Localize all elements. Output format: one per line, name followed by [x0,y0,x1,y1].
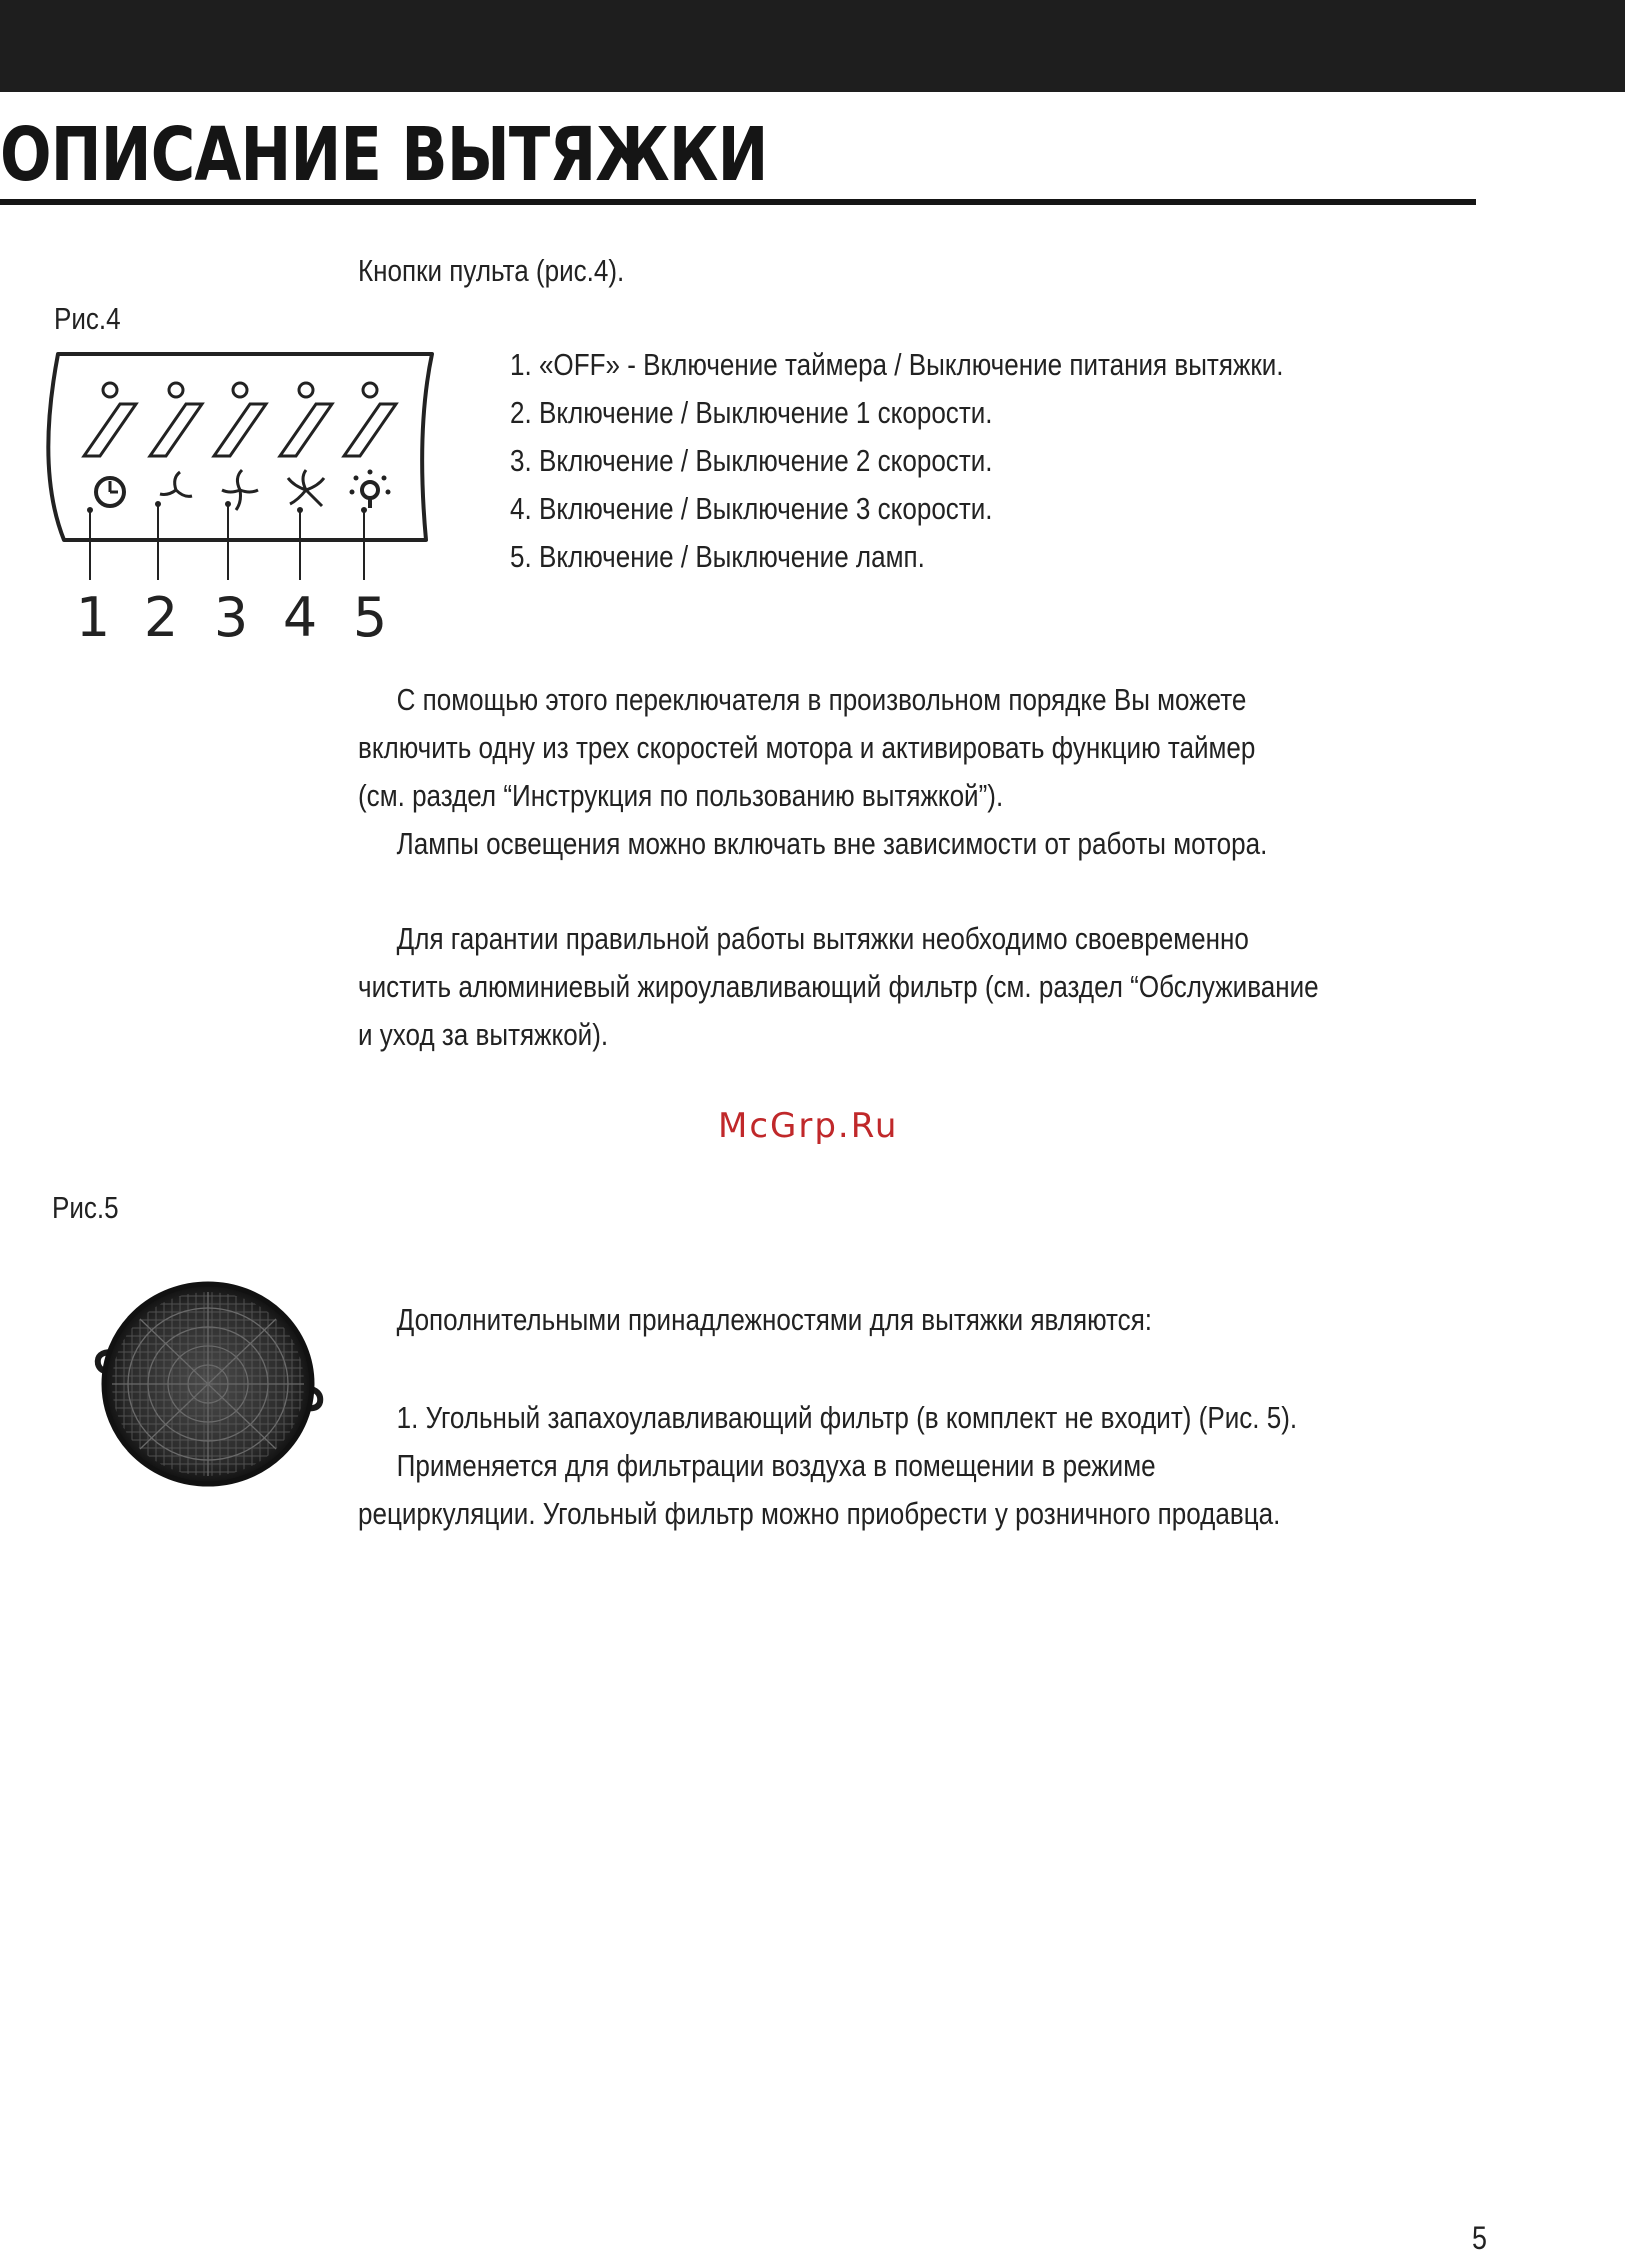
button-number-3: 3 [213,586,249,649]
indicator-led-4 [299,383,313,397]
panel-button-5 [344,383,396,456]
button-key-2 [150,404,202,456]
panel-button-3 [214,383,266,456]
button-number-4: 4 [282,586,318,649]
list-item: 4. Включение / Выключение 3 скорости. [510,491,993,526]
panel-button-2 [150,383,202,456]
paragraph-line: 1. Угольный запахоулавливающий фильтр (в комплект не входит) (Рис. 5). [396,1400,1298,1435]
leader-dot-5 [361,507,367,513]
indicator-led-2 [169,383,183,397]
control-panel-diagram [28,340,468,650]
button-key-5 [344,404,396,456]
title-underline [0,199,1476,205]
figure-4-label: Рис.4 [54,301,121,336]
page-title: ОПИСАНИЕ ВЫТЯЖКИ [0,112,768,198]
button-key-3 [214,404,266,456]
leader-dot-1 [87,507,93,513]
page-number: 5 [1472,2220,1487,2256]
button-key-4 [280,404,332,456]
panel-button-4 [280,383,332,456]
indicator-led-1 [103,383,117,397]
indicator-led-5 [363,383,377,397]
paragraph-line: Применяется для фильтрации воздуха в помещении в режиме [396,1448,1156,1483]
accessory-carbon-filter [358,1394,1297,1538]
paragraph-line: и уход за вытяжкой). [358,1017,609,1052]
paragraph-line: Для гарантии правильной работы вытяжки необходимо своевременно [396,921,1249,956]
list-item: 2. Включение / Выключение 1 скорости. [510,395,993,430]
fan-speed-3-icon [288,470,324,506]
button-key-1 [84,404,136,456]
paragraph-line: Дополнительными принадлежностями для вытяжки являются: [396,1302,1153,1337]
indicator-led-3 [233,383,247,397]
timer-icon [96,478,124,506]
list-item: 3. Включение / Выключение 2 скорости. [510,443,993,478]
list-item: 5. Включение / Выключение ламп. [510,539,925,574]
paragraph-switch-usage [358,676,1267,868]
leader-dot-2 [155,501,161,507]
controls-caption: Кнопки пульта (рис.4). [358,253,625,288]
carbon-filter-image [88,1268,328,1498]
list-item: 1. «OFF» - Включение таймера / Выключение питания вытяжки. [510,347,1284,382]
fan-speed-1-icon [160,472,192,496]
button-number-1: 1 [75,586,111,649]
controls-list [510,341,1284,581]
figure-5-label: Рис.5 [52,1190,119,1225]
panel-button-1 [84,383,136,456]
paragraph-line: Лампы освещения можно включать вне зависимости от работы мотора. [396,826,1268,861]
paragraph-line: С помощью этого переключателя в произвольном порядке Вы можете [396,682,1247,717]
lamp-icon [350,470,391,509]
leader-dot-3 [225,501,231,507]
leader-dot-4 [297,507,303,513]
paragraph-line: рециркуляции. Угольный фильтр можно приобрести у розничного продавца. [358,1496,1281,1531]
paragraph-line: включить одну из трех скоростей мотора и активировать функцию таймер [358,730,1256,765]
watermark: McGrp.Ru [718,1106,899,1146]
paragraph-line: (см. раздел “Инструкция по пользованию вытяжкой”). [358,778,1004,813]
button-number-5: 5 [352,586,388,649]
paragraph-filter-cleaning [358,915,1319,1059]
accessories-intro [358,1296,1152,1344]
header-band [0,0,1625,92]
paragraph-line: чистить алюминиевый жироулавливающий фильтр (см. раздел “Обслуживание [358,969,1319,1004]
button-number-2: 2 [143,586,179,649]
